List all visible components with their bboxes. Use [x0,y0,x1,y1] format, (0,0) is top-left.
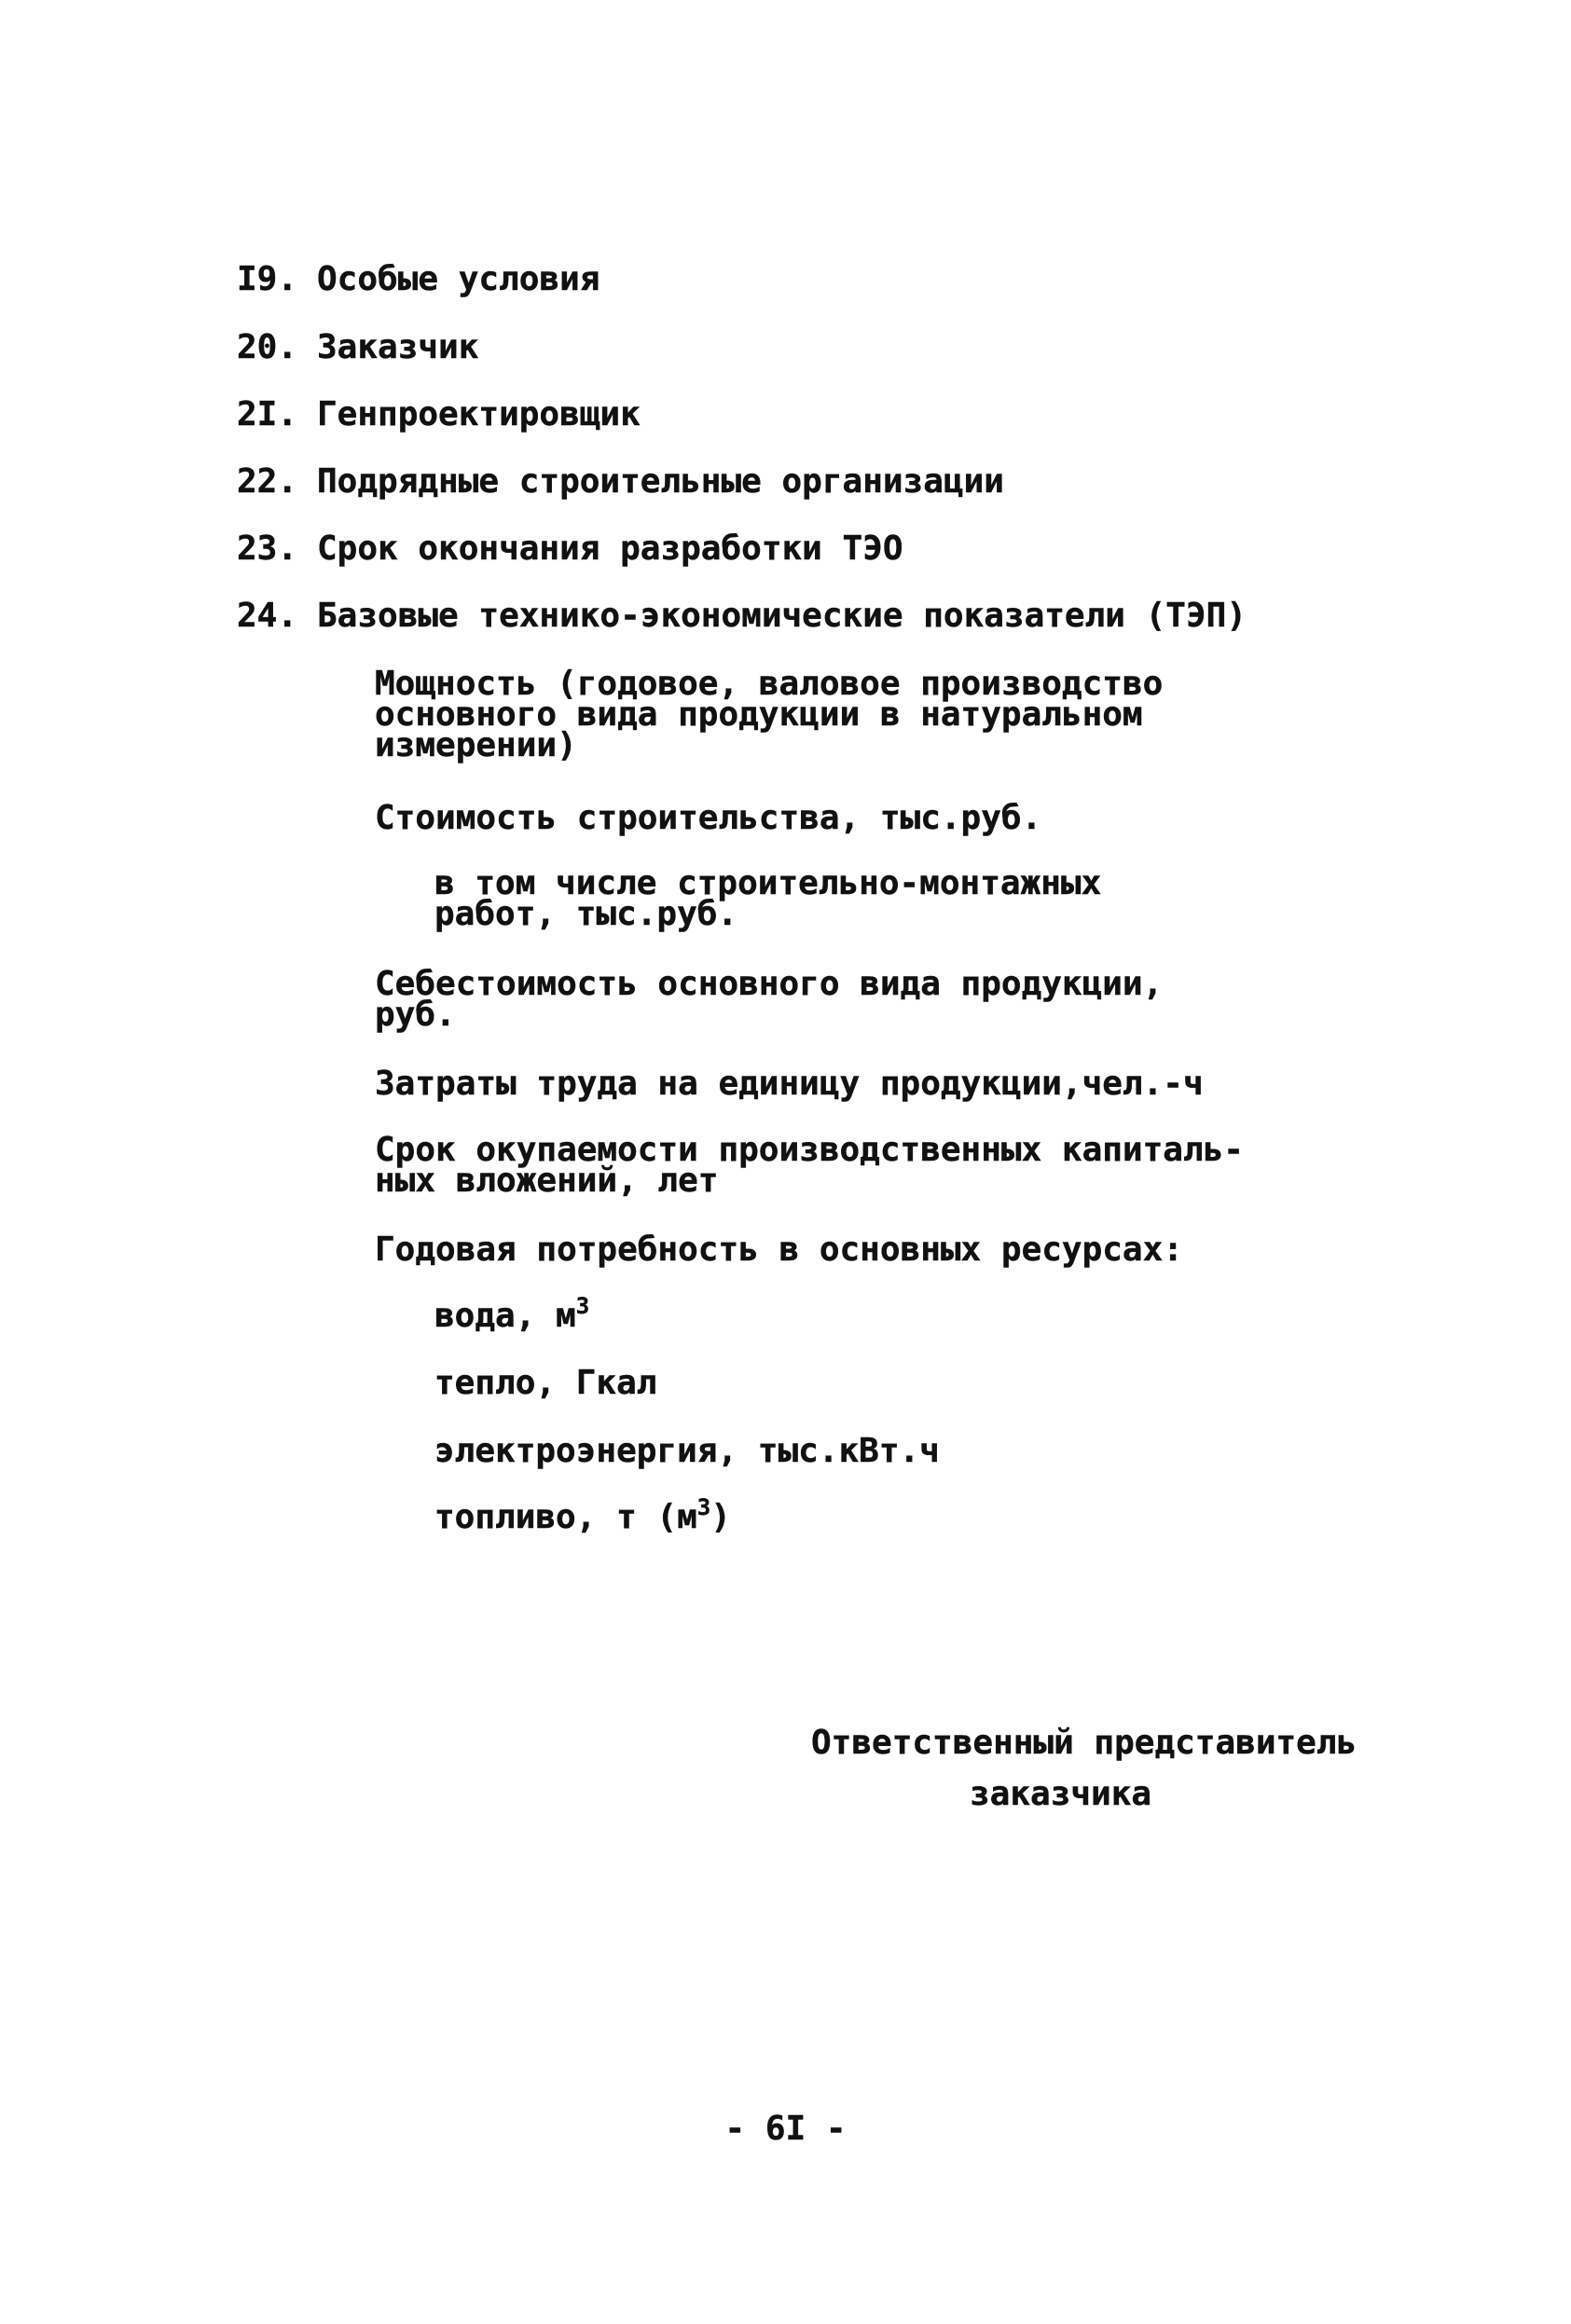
item-number: 23. [237,529,298,568]
item-text: Заказчик [317,328,479,366]
indicator-line: измерении) [375,726,577,764]
item-number: I9. [237,260,298,298]
item-number: 2I. [237,395,298,433]
item-text: Особые условия [317,260,600,298]
item-19 [237,260,600,298]
item-text: Подрядные строительные организации [317,462,1004,501]
indicator-line: Затраты труда на единицу продукции,чел.-ч [375,1065,1204,1103]
item-number: 24. [237,597,298,635]
item-24 [237,599,1247,633]
indicator-prime-cost [375,965,1164,1034]
resource-fuel [434,1494,731,1536]
resources-title [375,1231,1183,1269]
resource-water [434,1293,590,1335]
item-text: Генпроектировщик [317,395,641,433]
item-21 [237,395,641,433]
item-text: Срок окончания разработки ТЭО [317,529,903,568]
item-text: Базовые технико-экономические показатели (ТЭП) [317,597,1247,635]
indicator-payback [375,1131,1244,1200]
resource-fuel-close: ) [710,1498,731,1536]
indicator-line: Себестоимость основного вида продукции, [375,965,1164,1003]
indicator-line: работ, тыс.руб. [434,895,738,933]
indicator-line: основного вида продукции в натуральном [375,695,1143,734]
superscript-3: 3 [696,1494,711,1520]
indicator-cost [375,799,1042,837]
indicator-line: руб. [375,996,456,1034]
resource-fuel-label: топливо, т (м [434,1498,697,1536]
item-23 [237,529,903,568]
item-20 [237,328,479,366]
superscript-3: 3 [575,1293,590,1319]
indicator-line: ных вложений, лет [375,1162,719,1200]
item-number: 22. [237,462,298,501]
indicator-cost-cmr [434,864,1102,933]
resource-heat [434,1364,657,1402]
indicator-line: Срок окупаемости производственных капиталь- [375,1131,1244,1169]
signature-title: Ответственный представитель [811,1724,1357,1762]
indicator-labor [375,1065,1204,1103]
signature-subtitle: заказчика [970,1775,1152,1813]
indicator-capacity [375,665,1164,764]
resource-electricity-label: электроэнергия, тыс.кВт.ч [434,1432,940,1470]
indicator-line: Годовая потребность в основных ресурсах: [375,1231,1183,1269]
resource-water-label: вода, м [434,1297,576,1335]
resource-heat-label: тепло, Гкал [434,1364,657,1402]
indicator-line: в том числе строительно-монтажных [434,864,1102,902]
resource-electricity [434,1432,940,1470]
item-number: 20. [237,328,298,366]
indicator-line: Стоимость строительства, тыс.руб. [375,799,1042,837]
item-22 [237,462,1004,501]
indicator-line: Мощность (годовое, валовое производство [375,665,1164,703]
page-number: - 6I - [724,2110,847,2148]
